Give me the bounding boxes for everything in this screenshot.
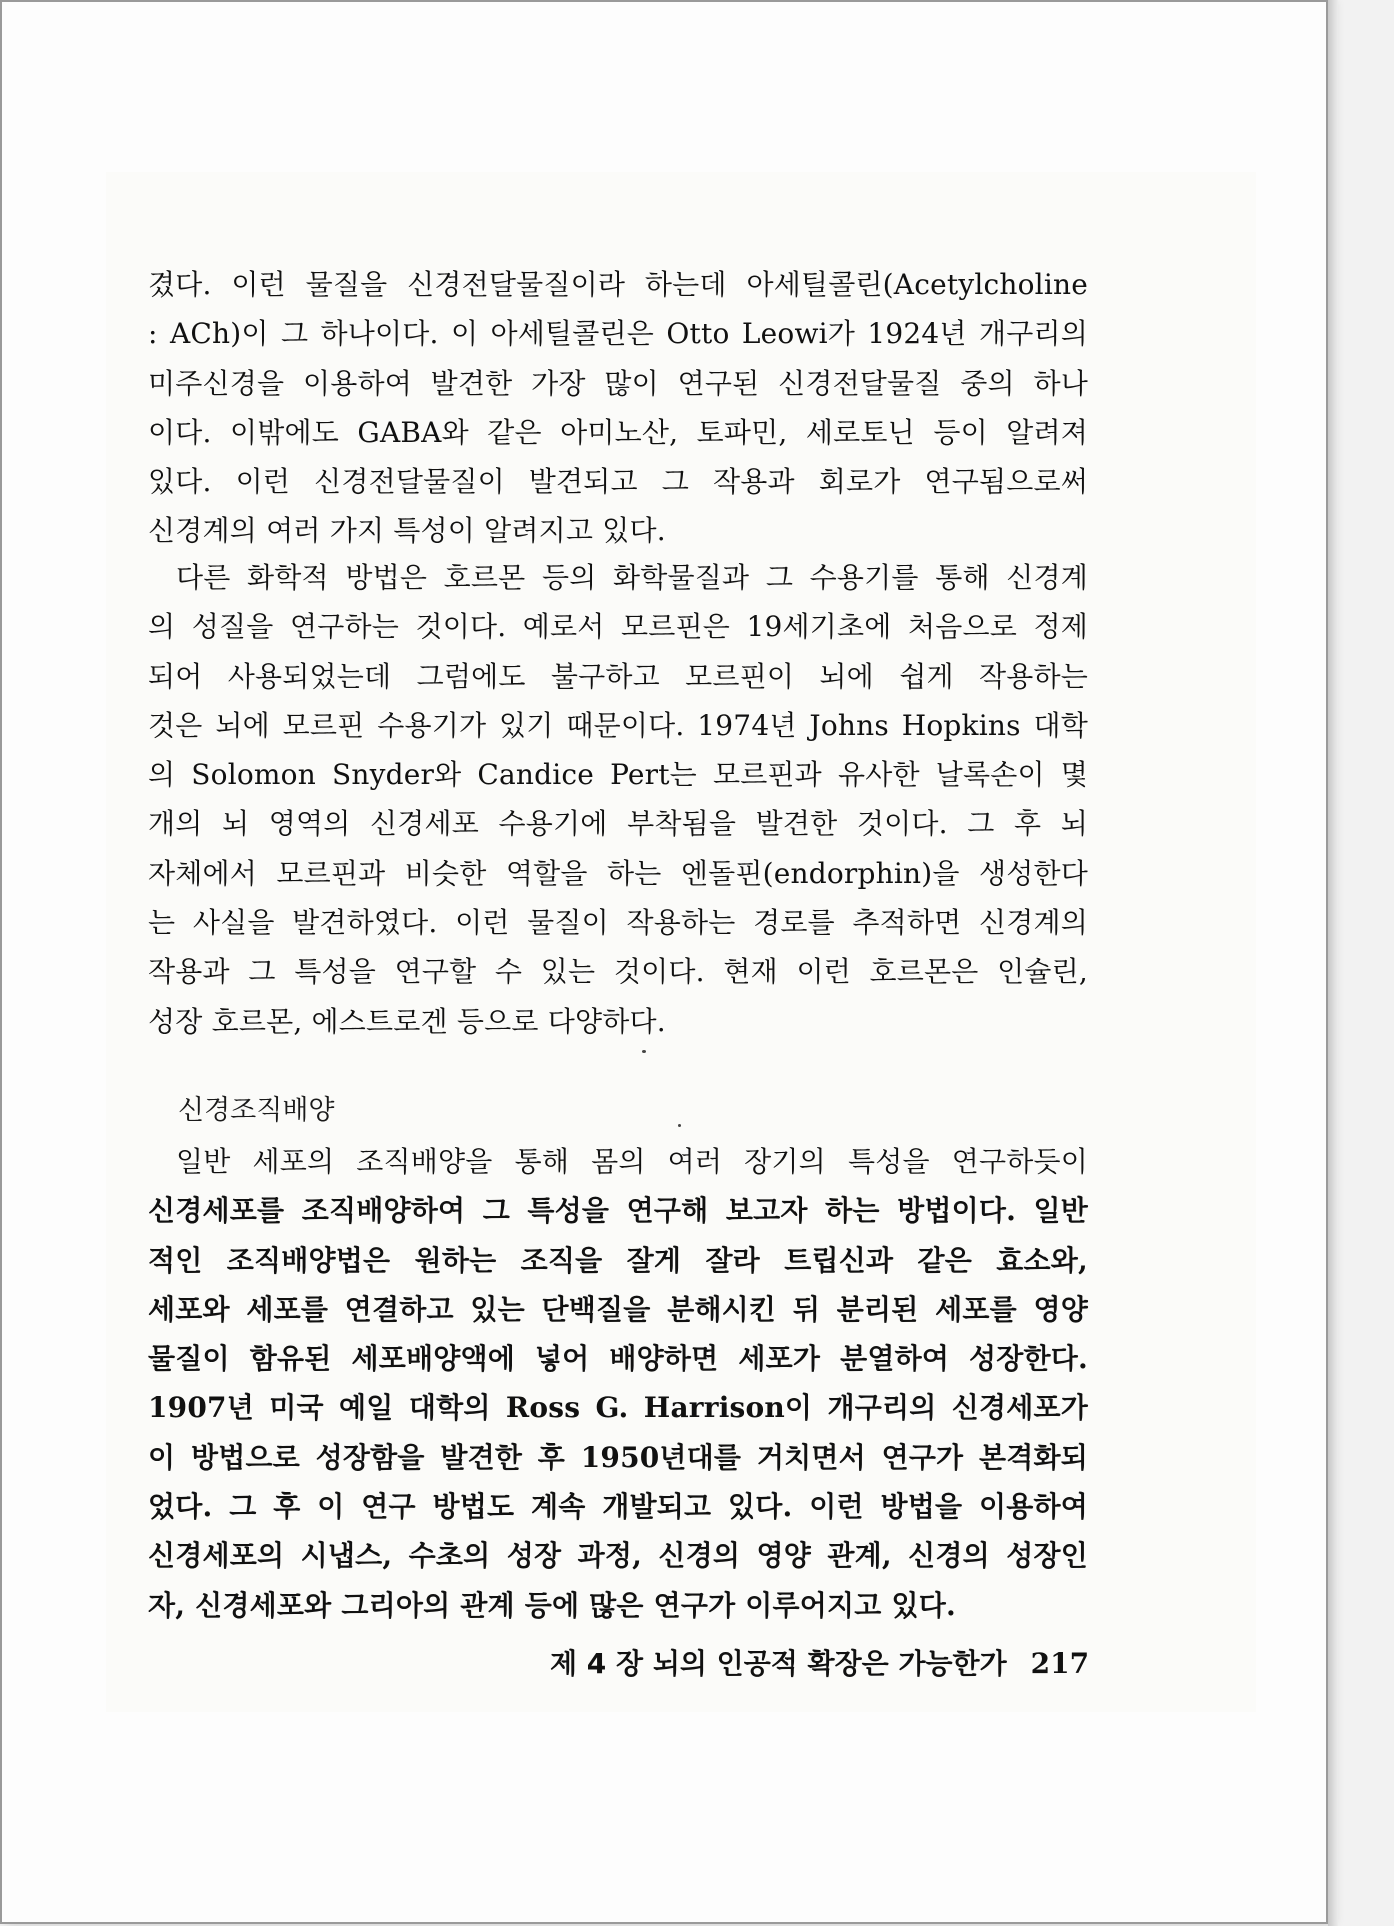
text-line: 다른 화학적 방법은 호르몬 등의 화학물질과 그 수용기를 통해 신경계 [176,561,1088,594]
text-line: 자, 신경세포와 그리아의 관계 등에 많은 연구가 이루어지고 있다. [148,1588,956,1622]
text-line: 있다. 이런 신경전달물질이 발견되고 그 작용과 회로가 연구됨으로써 [148,465,1088,499]
text-line: 것은 뇌에 모르핀 수용기가 있기 때문이다. 1974년 Johns Hopkins 대학 [148,708,1088,742]
text-line: 신경세포의 시냅스, 수초의 성장 과정, 신경의 영양 관계, 신경의 성장인 [148,1539,1088,1573]
scan-speck [678,1124,681,1127]
text-line: 이다. 이밖에도 GABA와 같은 아미노산, 토파민, 세로토닌 등이 알려져 [148,415,1088,449]
text-line: 성장 호르몬, 에스트로겐 등으로 다양하다. [148,1004,666,1038]
paragraph-neurotransmitters [148,260,1088,556]
text-line: 세포와 세포를 연결하고 있는 단백질을 분해시킨 뒤 분리된 세포를 영양 [148,1292,1088,1326]
page-edge-shadow [1328,0,1338,1926]
paragraph-hormones [148,553,1088,1046]
text-line: 이 방법으로 성장함을 발견한 후 1950년대를 거치면서 연구가 본격화되 [148,1440,1088,1474]
text-line: 는 사실을 발견하였다. 이런 물질이 작용하는 경로를 추적하면 신경계의 [148,906,1088,940]
text-line: 신경계의 여러 가지 특성이 알려지고 있다. [148,514,666,548]
text-line: 자체에서 모르핀과 비슷한 역할을 하는 엔돌핀(endorphin)을 생성한다 [148,856,1088,890]
text-line: 작용과 그 특성을 연구할 수 있는 것이다. 현재 이런 호르몬은 인슐린, [148,955,1088,989]
text-line: 의 Solomon Snyder와 Candice Pert는 모르핀과 유사한 날록손이 몇 [148,758,1088,792]
chapter-title: 제 4 장 뇌의 인공적 확장은 가능한가 [550,1647,1007,1680]
text-line: 미주신경을 이용하여 발견한 가장 많이 연구된 신경전달물질 중의 하나 [148,366,1088,400]
text-line: 일반 세포의 조직배양을 통해 몸의 여러 장기의 특성을 연구하듯이 [176,1145,1088,1178]
text-line: 물질이 함유된 세포배양액에 넣어 배양하면 세포가 분열하여 성장한다. [148,1342,1088,1376]
page-number: 217 [1030,1647,1090,1680]
text-line: 되어 사용되었는데 그럼에도 불구하고 모르핀이 뇌에 쉽게 작용하는 [148,659,1088,693]
text-line: 신경세포를 조직배양하여 그 특성을 연구해 보고자 하는 방법이다. 일반 [148,1194,1088,1228]
section-heading: 신경조직배양 [178,1095,335,1126]
text-line: : ACh)이 그 하나이다. 이 아세틸콜린은 Otto Leowi가 1924년 개구리의 [148,317,1088,351]
page-footer [550,1642,1090,1682]
text-line: 개의 뇌 영역의 신경세포 수용기에 부착됨을 발견한 것이다. 그 후 뇌 [148,807,1088,841]
paragraph-tissue-culture [148,1137,1088,1630]
text-line: 1907년 미국 예일 대학의 Ross G. Harrison이 개구리의 신경세포가 [148,1391,1088,1425]
text-line: 적인 조직배양법은 원하는 조직을 잘게 잘라 트립신과 같은 효소와, [148,1243,1088,1277]
text-line: 겼다. 이런 물질을 신경전달물질이라 하는데 아세틸콜린(Acetylcholine [148,268,1088,301]
text-line: 었다. 그 후 이 연구 방법도 계속 개발되고 있다. 이런 방법을 이용하여 [148,1490,1088,1524]
text-line: 의 성질을 연구하는 것이다. 예로서 모르핀은 19세기초에 처음으로 정제 [148,610,1088,644]
scan-speck [642,1050,646,1053]
